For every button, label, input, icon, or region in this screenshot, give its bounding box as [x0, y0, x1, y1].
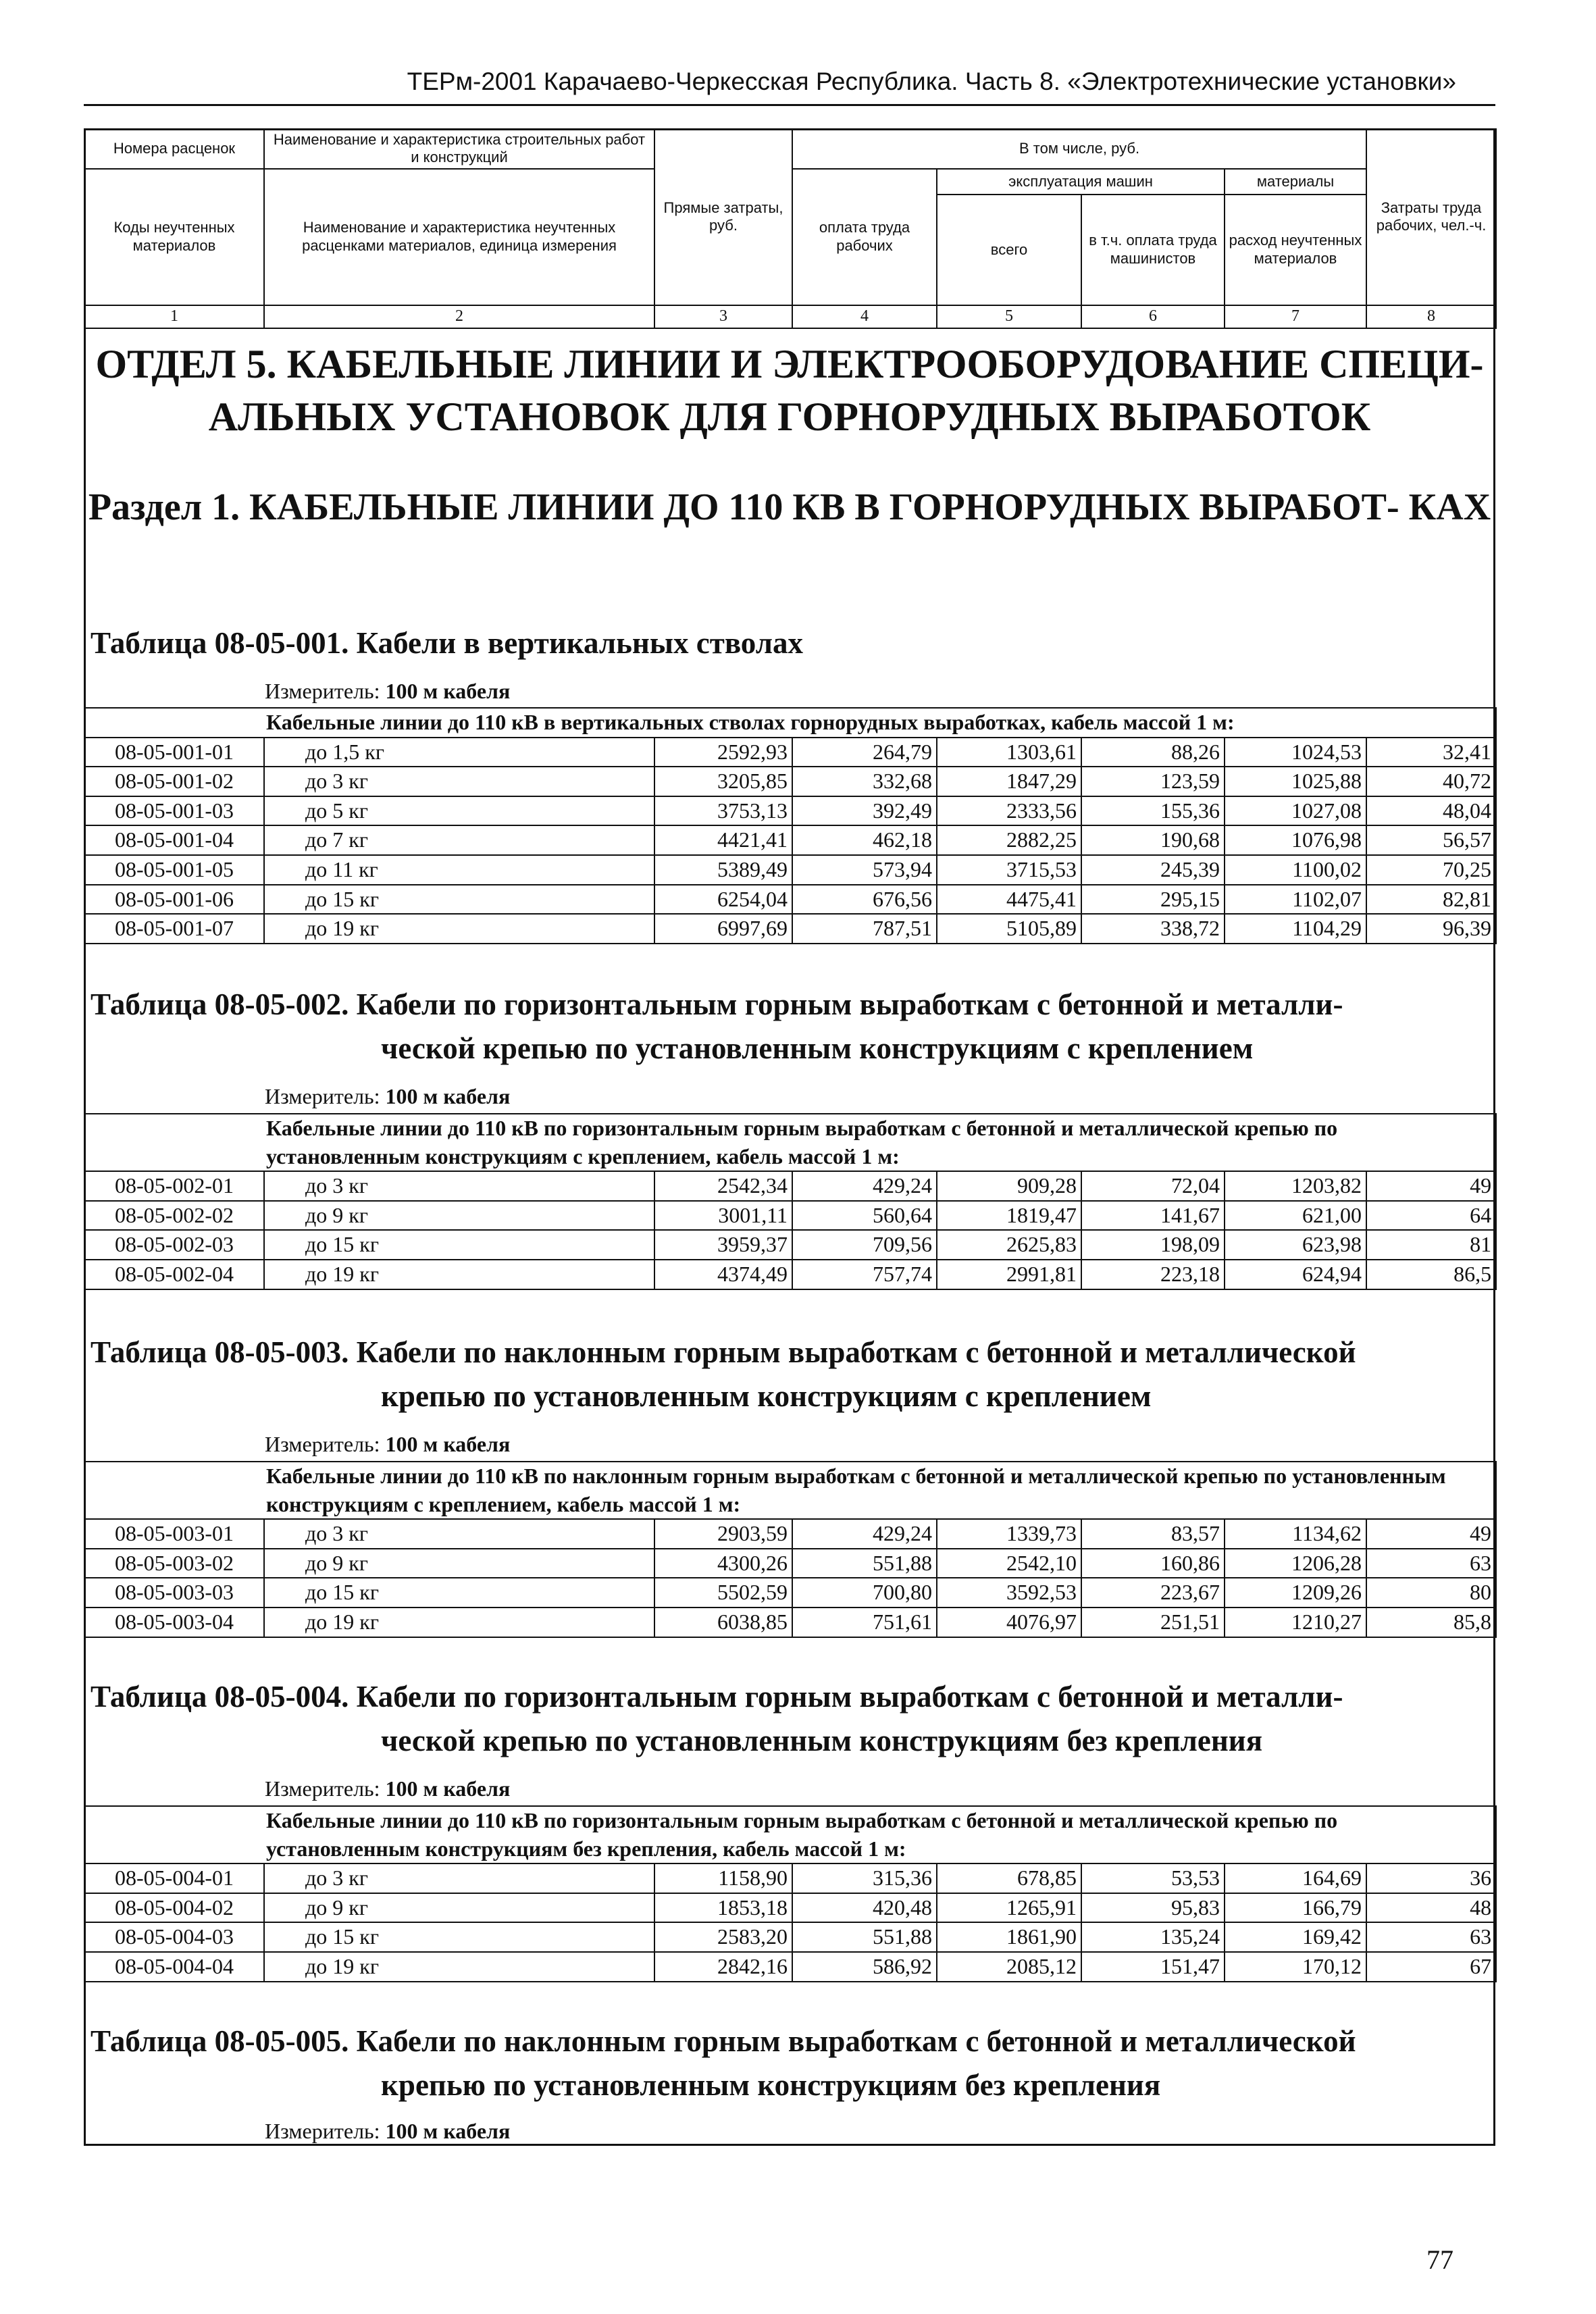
table-cell: 5502,59	[654, 1578, 792, 1608]
table-cell: 338,72	[1081, 914, 1225, 944]
table-cell: 586,92	[792, 1952, 937, 1982]
table-cell: до 9 кг	[264, 1893, 654, 1923]
table-cell: 787,51	[792, 914, 937, 944]
table-cell: 1100,02	[1225, 855, 1366, 885]
table-cell: до 3 кг	[264, 1863, 654, 1893]
table-cell: 1819,47	[937, 1201, 1081, 1231]
table-row	[84, 1863, 1496, 1893]
table-title	[91, 621, 1493, 665]
table-cell: 1339,73	[937, 1519, 1081, 1549]
unit-line	[265, 1432, 510, 1457]
table-cell: 70,25	[1366, 855, 1496, 885]
table-cell: 392,49	[792, 796, 937, 826]
table-cell: 3592,53	[937, 1578, 1081, 1608]
table-row	[84, 885, 1496, 915]
column-number: 5	[937, 305, 1081, 328]
table-cell: 429,24	[792, 1519, 937, 1549]
col-header-material-name: Наименование и характеристика неучтенных расценками материалов, единица измерения	[264, 169, 654, 305]
table-cell: 1102,07	[1225, 885, 1366, 915]
table-name: Кабели по горизонтальным горным выработкам с бетонной и металли-	[356, 1680, 1343, 1714]
table-row	[84, 738, 1496, 767]
table-cell: 1024,53	[1225, 738, 1366, 767]
table-cell: 700,80	[792, 1578, 937, 1608]
table-cell: 678,85	[937, 1863, 1081, 1893]
table-cell: 190,68	[1081, 825, 1225, 855]
table-cell: 63	[1366, 1549, 1496, 1578]
rates-table	[84, 1461, 1497, 1638]
table-row	[84, 1260, 1496, 1289]
col-header-machinist-wages: в т.ч. оплата труда машинистов	[1081, 195, 1225, 305]
table-cell: 164,69	[1225, 1863, 1366, 1893]
table-cell: 32,41	[1366, 738, 1496, 767]
table-cell: 08-05-004-03	[84, 1922, 264, 1952]
group-heading: Кабельные линии до 110 кВ в вертикальных стволах горнорудных выработках, кабель массой 1 м:	[84, 708, 1496, 738]
table-cell: 48	[1366, 1893, 1496, 1923]
table-cell: 4300,26	[654, 1549, 792, 1578]
table-cell: 1206,28	[1225, 1549, 1366, 1578]
table-cell: 623,98	[1225, 1230, 1366, 1260]
col-header-labor: Затраты труда рабочих, чел.-ч.	[1366, 129, 1496, 305]
column-number: 4	[792, 305, 937, 328]
table-cell: 332,68	[792, 767, 937, 796]
table-cell: 49	[1366, 1519, 1496, 1549]
group-heading-row	[84, 1114, 1496, 1171]
table-cell: 315,36	[792, 1863, 937, 1893]
table-cell: 08-05-001-05	[84, 855, 264, 885]
table-cell: 08-05-004-04	[84, 1952, 264, 1982]
table-cell: 1853,18	[654, 1893, 792, 1923]
table-cell: 5105,89	[937, 914, 1081, 944]
table-cell: 3753,13	[654, 796, 792, 826]
table-name: Кабели по наклонным горным выработкам с бетонной и металлической	[356, 2024, 1356, 2058]
table-cell: 2542,34	[654, 1171, 792, 1201]
table-cell: 551,88	[792, 1922, 937, 1952]
column-number: 8	[1366, 305, 1496, 328]
table-cell: 2903,59	[654, 1519, 792, 1549]
table-row	[84, 1201, 1496, 1231]
table-cell: 2542,10	[937, 1549, 1081, 1578]
table-cell: 96,39	[1366, 914, 1496, 944]
table-name-cont: ческой крепью по установленным конструкциям без крепления	[381, 1724, 1263, 1758]
unit-label: Измеритель:	[265, 1432, 380, 1456]
table-cell: 551,88	[792, 1549, 937, 1578]
table-cell: 160,86	[1081, 1549, 1225, 1578]
column-number: 6	[1081, 305, 1225, 328]
table-cell: 2592,93	[654, 738, 792, 767]
table-cell: 573,94	[792, 855, 937, 885]
table-cell: 81	[1366, 1230, 1496, 1260]
unit-label: Измеритель:	[265, 1084, 380, 1108]
table-cell: 2625,83	[937, 1230, 1081, 1260]
table-cell: 1303,61	[937, 738, 1081, 767]
table-cell: 08-05-003-04	[84, 1608, 264, 1637]
table-cell: 757,74	[792, 1260, 937, 1289]
table-cell: 1025,88	[1225, 767, 1366, 796]
unit-label: Измеритель:	[265, 679, 380, 703]
unit-value: 100 м кабеля	[385, 1084, 511, 1108]
table-caption: Таблица 08-05-004.	[91, 1680, 349, 1714]
column-number: 1	[84, 305, 264, 328]
table-cell: 3715,53	[937, 855, 1081, 885]
table-cell: 6997,69	[654, 914, 792, 944]
table-cell: 72,04	[1081, 1171, 1225, 1201]
table-caption: Таблица 08-05-005.	[91, 2024, 349, 2058]
col-header-incl: В том числе, руб.	[792, 129, 1366, 169]
table-row	[84, 1230, 1496, 1260]
table-cell: 166,79	[1225, 1893, 1366, 1923]
table-cell: 08-05-002-03	[84, 1230, 264, 1260]
unit-label: Измеритель:	[265, 2119, 380, 2143]
table-cell: 67	[1366, 1952, 1496, 1982]
table-name: Кабели по наклонным горным выработкам с бетонной и металлической	[356, 1335, 1356, 1369]
group-heading: Кабельные линии до 110 кВ по горизонтальным горным выработкам с бетонной и металлической крепью по установленным конструкциям без крепления, кабель массой 1 м:	[84, 1806, 1496, 1863]
table-cell: 135,24	[1081, 1922, 1225, 1952]
table-row	[84, 796, 1496, 826]
table-cell: 08-05-004-02	[84, 1893, 264, 1923]
table-cell: 1203,82	[1225, 1171, 1366, 1201]
table-row	[84, 1952, 1496, 1982]
table-name-cont: ческой крепью по установленным конструкциям с креплением	[381, 1031, 1254, 1066]
table-cell: 1134,62	[1225, 1519, 1366, 1549]
table-cell: до 3 кг	[264, 1519, 654, 1549]
group-heading-row	[84, 1462, 1496, 1519]
table-cell: до 11 кг	[264, 855, 654, 885]
table-cell: до 19 кг	[264, 1952, 654, 1982]
table-cell: 169,42	[1225, 1922, 1366, 1952]
table-cell: 245,39	[1081, 855, 1225, 885]
column-number: 2	[264, 305, 654, 328]
table-cell: 6254,04	[654, 885, 792, 915]
table-cell: 08-05-004-01	[84, 1863, 264, 1893]
col-header-machines: эксплуатация машин	[937, 169, 1225, 195]
table-row	[84, 914, 1496, 944]
unit-line	[265, 1084, 510, 1109]
table-cell: 6038,85	[654, 1608, 792, 1637]
table-cell: 2583,20	[654, 1922, 792, 1952]
table-row	[84, 1549, 1496, 1578]
table-row	[84, 855, 1496, 885]
table-cell: 80	[1366, 1578, 1496, 1608]
table-caption: Таблица 08-05-003.	[91, 1335, 349, 1369]
header-rule	[84, 104, 1495, 106]
table-title	[91, 983, 1493, 1071]
table-cell: 56,57	[1366, 825, 1496, 855]
table-cell: 4076,97	[937, 1608, 1081, 1637]
table-cell: до 3 кг	[264, 1171, 654, 1201]
table-cell: 223,18	[1081, 1260, 1225, 1289]
table-caption: Таблица 08-05-001.	[91, 626, 349, 660]
table-cell: 621,00	[1225, 1201, 1366, 1231]
table-cell: 560,64	[792, 1201, 937, 1231]
table-cell: 676,56	[792, 885, 937, 915]
table-cell: 53,53	[1081, 1863, 1225, 1893]
table-cell: 3205,85	[654, 767, 792, 796]
table-cell: до 3 кг	[264, 767, 654, 796]
table-cell: 48,04	[1366, 796, 1496, 826]
table-cell: до 15 кг	[264, 1578, 654, 1608]
table-title	[91, 2020, 1493, 2108]
table-cell: до 15 кг	[264, 1922, 654, 1952]
section-heading: Раздел 1. КАБЕЛЬНЫЕ ЛИНИИ ДО 110 КВ В ГОРНОРУДНЫХ ВЫРАБОТ- КАХ	[88, 486, 1491, 528]
group-heading: Кабельные линии до 110 кВ по наклонным горным выработкам с бетонной и металлической крепью по установленным конструкциям с креплением, кабель массой 1 м:	[84, 1462, 1496, 1519]
table-cell: 63	[1366, 1922, 1496, 1952]
col-header-wages: оплата труда рабочих	[792, 169, 937, 305]
col-header-codes-materials: Коды неучтенных материалов	[84, 169, 264, 305]
column-header-table	[84, 128, 1497, 329]
table-caption: Таблица 08-05-002.	[91, 987, 349, 1021]
table-cell: 295,15	[1081, 885, 1225, 915]
table-title	[91, 1675, 1493, 1764]
column-number: 7	[1225, 305, 1366, 328]
table-cell: 751,61	[792, 1608, 937, 1637]
table-cell: 64	[1366, 1201, 1496, 1231]
table-cell: 1027,08	[1225, 796, 1366, 826]
unit-label: Измеритель:	[265, 1776, 380, 1801]
table-cell: 1209,26	[1225, 1578, 1366, 1608]
table-cell: 141,67	[1081, 1201, 1225, 1231]
table-cell: до 9 кг	[264, 1549, 654, 1578]
table-cell: 909,28	[937, 1171, 1081, 1201]
table-cell: до 19 кг	[264, 914, 654, 944]
running-header: ТЕРм-2001 Карачаево-Черкесская Республика. Часть 8. «Электротехнические установки»	[407, 68, 1456, 95]
table-cell: 08-05-001-03	[84, 796, 264, 826]
table-cell: 2333,56	[937, 796, 1081, 826]
table-cell: 95,83	[1081, 1893, 1225, 1923]
table-cell: 4475,41	[937, 885, 1081, 915]
group-heading-row	[84, 708, 1496, 738]
table-cell: до 9 кг	[264, 1201, 654, 1231]
col-header-materials: материалы	[1225, 169, 1366, 195]
group-heading: Кабельные линии до 110 кВ по горизонтальным горным выработкам с бетонной и металлической крепью по установленным конструкциям с креплением, кабель массой 1 м:	[84, 1114, 1496, 1171]
table-cell: 1158,90	[654, 1863, 792, 1893]
table-cell: 36	[1366, 1863, 1496, 1893]
table-cell: 40,72	[1366, 767, 1496, 796]
table-cell: 1847,29	[937, 767, 1081, 796]
table-cell: 08-05-001-02	[84, 767, 264, 796]
unit-value: 100 м кабеля	[385, 2119, 511, 2143]
col-header-codes-rates: Номера расценок	[84, 129, 264, 169]
table-cell: 709,56	[792, 1230, 937, 1260]
table-cell: 198,09	[1081, 1230, 1225, 1260]
table-cell: 2085,12	[937, 1952, 1081, 1982]
col-header-total: всего	[937, 195, 1081, 305]
table-cell: 624,94	[1225, 1260, 1366, 1289]
table-cell: 462,18	[792, 825, 937, 855]
table-cell: до 1,5 кг	[264, 738, 654, 767]
table-cell: 08-05-003-02	[84, 1549, 264, 1578]
table-name-cont: крепью по установленным конструкциям с креплением	[381, 1379, 1152, 1414]
table-cell: до 7 кг	[264, 825, 654, 855]
table-cell: 2882,25	[937, 825, 1081, 855]
rates-table	[84, 1113, 1497, 1290]
col-header-work-name: Наименование и характеристика строительных работ и конструкций	[264, 129, 654, 169]
table-cell: 2991,81	[937, 1260, 1081, 1289]
table-row	[84, 1578, 1496, 1608]
table-cell: 3959,37	[654, 1230, 792, 1260]
unit-line	[265, 1776, 510, 1801]
table-cell: 1210,27	[1225, 1608, 1366, 1637]
table-cell: 264,79	[792, 738, 937, 767]
table-name: Кабели по горизонтальным горным выработкам с бетонной и металли-	[356, 987, 1343, 1021]
table-cell: до 19 кг	[264, 1608, 654, 1637]
table-cell: 2842,16	[654, 1952, 792, 1982]
table-cell: 85,8	[1366, 1608, 1496, 1637]
table-cell: 420,48	[792, 1893, 937, 1923]
table-row	[84, 767, 1496, 796]
table-cell: 08-05-001-04	[84, 825, 264, 855]
table-row	[84, 1171, 1496, 1201]
column-number: 3	[654, 305, 792, 328]
table-cell: до 15 кг	[264, 885, 654, 915]
column-number-row	[84, 305, 1496, 328]
table-cell: 1265,91	[937, 1893, 1081, 1923]
page-number: 77	[1426, 2244, 1453, 2275]
col-header-direct-costs: Прямые затраты, руб.	[654, 129, 792, 305]
table-cell: 155,36	[1081, 796, 1225, 826]
table-cell: 82,81	[1366, 885, 1496, 915]
unit-value: 100 м кабеля	[385, 1776, 511, 1801]
table-name-cont: крепью по установленным конструкциям без крепления	[381, 2068, 1161, 2103]
group-heading-row	[84, 1806, 1496, 1863]
unit-line	[265, 2119, 510, 2144]
table-cell: до 5 кг	[264, 796, 654, 826]
department-heading: ОТДЕЛ 5. КАБЕЛЬНЫЕ ЛИНИИ И ЭЛЕКТРООБОРУДОВАНИЕ СПЕЦИ- АЛЬНЫХ УСТАНОВОК ДЛЯ ГОРНОРУДНЫХ ВЫРАБОТОК	[95, 342, 1484, 439]
unit-value: 100 м кабеля	[385, 1432, 511, 1456]
table-cell: 251,51	[1081, 1608, 1225, 1637]
table-cell: 08-05-002-04	[84, 1260, 264, 1289]
table-cell: 170,12	[1225, 1952, 1366, 1982]
table-cell: 1076,98	[1225, 825, 1366, 855]
table-cell: 4374,49	[654, 1260, 792, 1289]
table-title	[91, 1331, 1493, 1419]
table-cell: до 15 кг	[264, 1230, 654, 1260]
table-cell: 1104,29	[1225, 914, 1366, 944]
table-cell: 08-05-003-03	[84, 1578, 264, 1608]
rates-table	[84, 1805, 1497, 1982]
table-row	[84, 1893, 1496, 1923]
table-cell: 3001,11	[654, 1201, 792, 1231]
table-cell: 49	[1366, 1171, 1496, 1201]
col-header-material-consumption: расход неучтенных материалов	[1225, 195, 1366, 305]
table-row	[84, 1922, 1496, 1952]
unit-value: 100 м кабеля	[385, 679, 511, 703]
table-cell: 08-05-002-01	[84, 1171, 264, 1201]
table-cell: 5389,49	[654, 855, 792, 885]
table-cell: 88,26	[1081, 738, 1225, 767]
rates-table	[84, 707, 1497, 944]
table-cell: 4421,41	[654, 825, 792, 855]
table-cell: 223,67	[1081, 1578, 1225, 1608]
table-cell: 123,59	[1081, 767, 1225, 796]
table-cell: 08-05-003-01	[84, 1519, 264, 1549]
table-cell: 08-05-001-06	[84, 885, 264, 915]
table-row	[84, 825, 1496, 855]
table-row	[84, 1608, 1496, 1637]
unit-line	[265, 679, 510, 704]
table-name: Кабели в вертикальных стволах	[356, 626, 803, 660]
table-cell: 429,24	[792, 1171, 937, 1201]
table-cell: 83,57	[1081, 1519, 1225, 1549]
table-cell: 08-05-001-01	[84, 738, 264, 767]
table-row	[84, 1519, 1496, 1549]
table-cell: 1861,90	[937, 1922, 1081, 1952]
table-cell: 151,47	[1081, 1952, 1225, 1982]
table-cell: 08-05-002-02	[84, 1201, 264, 1231]
table-cell: 86,5	[1366, 1260, 1496, 1289]
table-cell: до 19 кг	[264, 1260, 654, 1289]
table-cell: 08-05-001-07	[84, 914, 264, 944]
